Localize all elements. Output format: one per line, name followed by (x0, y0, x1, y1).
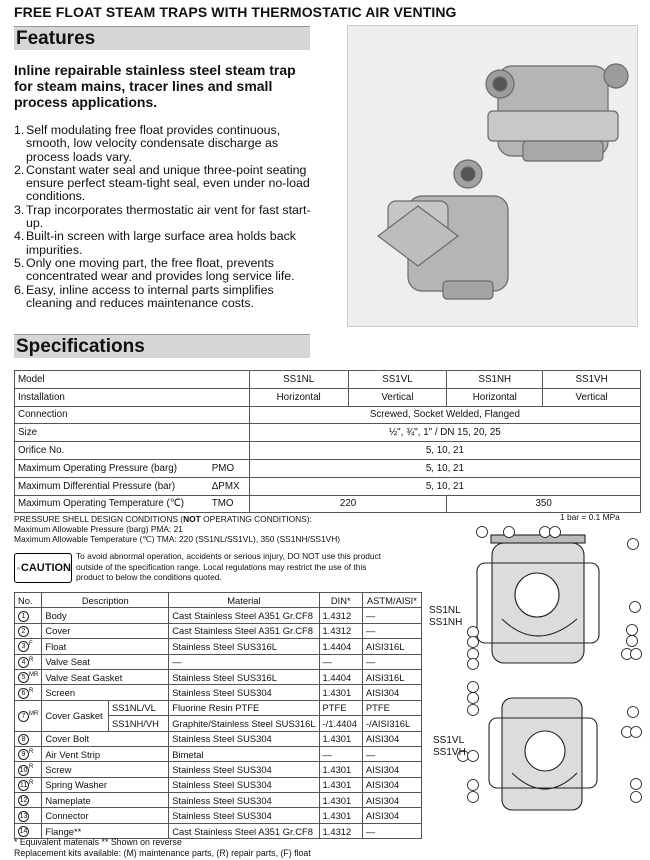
shell-note-title (14, 514, 444, 524)
features-heading-bar (14, 26, 310, 50)
part-material: Stainless Steel SUS304 (169, 731, 319, 746)
part-din: 1.4404 (319, 639, 362, 654)
part-description: Body (42, 608, 169, 623)
part-no-cell (15, 777, 42, 792)
part-number-badge: 13 (19, 812, 28, 820)
part-din: 1.4312 (319, 608, 362, 623)
part-number-badge: 7 (18, 711, 29, 722)
part-no-cell (15, 608, 42, 623)
part-din: — (319, 746, 362, 761)
parts-header-material: Material (169, 593, 319, 608)
table-row (15, 746, 422, 761)
diagram-label-top (429, 605, 462, 629)
spec-cell: SS1VH (543, 371, 641, 389)
feature-text: Only one moving part, the free float, prevents concentrated wear and provides long service life. (26, 255, 295, 284)
diagram-label-ss1vh: SS1VH (433, 747, 466, 758)
part-astm: AISI304 (362, 777, 421, 792)
part-description: Cover Bolt (42, 731, 169, 746)
part-astm: — (362, 746, 421, 761)
part-no-cell (15, 685, 42, 700)
part-no-cell (15, 746, 42, 761)
spec-cell: 5, 10, 21 (249, 442, 640, 460)
part-number-badge: 14 (19, 828, 28, 836)
part-material: Fluorine Resin PTFE (169, 700, 319, 715)
part-material: Stainless Steel SUS304 (169, 685, 319, 700)
spec-row-tmo (15, 495, 641, 513)
part-astm: AISI304 (362, 731, 421, 746)
feature-text: Constant water seal and unique three-point seating ensure perfect steam-tight seal, even under no-load conditions. (26, 162, 310, 204)
part-material: — (169, 654, 319, 669)
part-astm: AISI316L (362, 639, 421, 654)
part-material: Graphite/Stainless Steel SUS316L (169, 716, 319, 731)
part-description: Float (42, 639, 169, 654)
part-astm: — (362, 623, 421, 638)
page-title: FREE FLOAT STEAM TRAPS WITH THERMOSTATIC AIR VENTING (14, 4, 457, 20)
spec-cell: 5, 10, 21 (249, 459, 640, 477)
cross-section-diagrams (427, 523, 645, 823)
part-description: Flange** (42, 823, 169, 838)
feature-text: Self modulating free float provides continuous, smooth, low velocity condensate discharge as process loads vary. (26, 123, 281, 164)
spec-row-dpmx (15, 477, 641, 495)
feature-number: 2. (14, 162, 25, 177)
part-astm: AISI304 (362, 808, 421, 823)
spec-cell: SS1VL (348, 371, 447, 389)
part-astm: AISI304 (362, 685, 421, 700)
part-number-badge: 1 (18, 611, 29, 622)
spec-symbol: PMO (211, 462, 235, 474)
footnote-equivalents: * Equivalent materials ** Shown on reverse (14, 837, 182, 847)
kit-code: R (29, 764, 34, 771)
diagram-label-ss1nl: SS1NL (429, 605, 461, 616)
part-astm: AISI316L (362, 669, 421, 684)
part-din: 1.4312 (319, 823, 362, 838)
kit-code: MR (29, 710, 39, 717)
part-number-badge: 9 (18, 749, 29, 760)
part-no-cell (15, 669, 42, 684)
spec-cell: 5, 10, 21 (249, 477, 640, 495)
spec-cell: SS1NL (249, 371, 348, 389)
part-no-cell (15, 731, 42, 746)
spec-label: Installation (15, 388, 250, 406)
spec-cell: Horizontal (447, 388, 543, 406)
spec-label-text: Maximum Differential Pressure (bar) (18, 480, 176, 492)
part-number-badge: 12 (19, 797, 28, 805)
spec-cell: SS1NH (447, 371, 543, 389)
feature-item (14, 284, 314, 311)
caution-label: CAUTION (20, 562, 71, 574)
shell-note-bold: NOT (183, 514, 201, 524)
part-din: 1.4404 (319, 669, 362, 684)
table-row (15, 639, 422, 654)
kit-code: R (29, 748, 34, 755)
specifications-heading-bar (14, 334, 310, 358)
spec-label: Connection (15, 406, 250, 424)
part-astm: — (362, 608, 421, 623)
part-astm: AISI304 (362, 762, 421, 777)
shell-note-pre: PRESSURE SHELL DESIGN CONDITIONS ( (14, 514, 184, 524)
parts-table (14, 592, 422, 839)
spec-cell: ½", ¾", 1" / DN 15, 20, 25 (249, 424, 640, 442)
parts-header-no: No. (15, 593, 42, 608)
part-astm: — (362, 823, 421, 838)
part-material: Bimetal (169, 746, 319, 761)
feature-text: Trap incorporates thermostatic air vent for fast start-up. (26, 202, 311, 231)
parts-body (15, 608, 422, 839)
spec-label: Size (15, 424, 250, 442)
spec-symbol: ΔPMX (211, 480, 240, 492)
spec-label (15, 459, 250, 477)
specifications-heading: Specifications (16, 336, 145, 357)
spec-cell: 220 (249, 495, 447, 513)
part-material: Stainless Steel SUS316L (169, 639, 319, 654)
part-din: 1.4301 (319, 777, 362, 792)
part-description: Valve Seat (42, 654, 169, 669)
part-number-badge: 2 (18, 626, 29, 637)
part-number-badge: 4 (18, 657, 29, 668)
part-astm: PTFE (362, 700, 421, 715)
part-no-cell (15, 623, 42, 638)
part-no-cell (15, 639, 42, 654)
part-no-cell (15, 762, 42, 777)
part-astm: AISI304 (362, 793, 421, 808)
features-heading: Features (16, 28, 96, 49)
spec-cell: Vertical (348, 388, 447, 406)
part-description: Nameplate (42, 793, 169, 808)
specifications-table (14, 370, 641, 513)
unit-note: 1 bar = 0.1 MPa (560, 512, 620, 522)
features-list (14, 124, 314, 310)
spec-cell: Screwed, Socket Welded, Flanged (249, 406, 640, 424)
feature-number: 3. (14, 202, 25, 217)
feature-item (14, 204, 314, 231)
part-number-badge: 5 (18, 672, 29, 683)
part-material: Stainless Steel SUS304 (169, 808, 319, 823)
spec-cell: Vertical (543, 388, 641, 406)
table-row (15, 777, 422, 792)
part-description: Air Vent Strip (42, 746, 169, 761)
part-din: 1.4301 (319, 808, 362, 823)
feature-item (14, 124, 314, 164)
diagram-label-ss1vl: SS1VL (433, 735, 465, 746)
spec-row-orifice (15, 442, 641, 460)
shell-note-post: OPERATING CONDITIONS): (200, 514, 312, 524)
caution-badge (14, 553, 72, 583)
tma-note: Maximum Allowable Temperature (℃) TMA: 220 (SS1NL/SS1VL), 350 (SS1NH/SS1VH) (14, 534, 341, 544)
spec-row-pmo (15, 459, 641, 477)
pma-note: Maximum Allowable Pressure (barg) PMA: 21 (14, 524, 183, 534)
spec-label-text: Maximum Operating Temperature (℃) (18, 498, 184, 510)
part-din: 1.4301 (319, 793, 362, 808)
part-no-cell (15, 654, 42, 669)
part-din: 1.4301 (319, 731, 362, 746)
part-din: 1.4301 (319, 685, 362, 700)
part-material: Stainless Steel SUS304 (169, 762, 319, 777)
spec-row-size (15, 424, 641, 442)
table-row (15, 731, 422, 746)
kit-code: R (29, 656, 34, 663)
feature-number: 6. (14, 282, 25, 297)
product-photo (347, 25, 638, 327)
kit-code: MR (29, 672, 39, 679)
table-row (15, 623, 422, 638)
warning-icon (17, 559, 20, 577)
kit-code: F (29, 641, 33, 648)
table-row (15, 793, 422, 808)
part-din: 1.4301 (319, 762, 362, 777)
part-material: Cast Stainless Steel A351 Gr.CF8 (169, 608, 319, 623)
spec-label: Model (15, 371, 250, 389)
spec-label (15, 477, 250, 495)
table-row (15, 608, 422, 623)
part-number-badge: 10 (19, 766, 28, 774)
feature-number: 1. (14, 123, 25, 137)
table-row (15, 669, 422, 684)
parts-header-description: Description (42, 593, 169, 608)
caution-text: To avoid abnormal operation, accidents or serious injury, DO NOT use this product outside of the specification range. Local regulations may restrict the use of this product to below the conditions quoted. (76, 551, 382, 582)
part-description: Cover Gasket (42, 700, 109, 731)
part-material: Cast Stainless Steel A351 Gr.CF8 (169, 823, 319, 838)
spec-row-model (15, 371, 641, 389)
feature-number: 4. (14, 229, 25, 244)
spec-cell: 350 (447, 495, 641, 513)
table-row (15, 808, 422, 823)
part-no-cell (15, 793, 42, 808)
spec-row-installation (15, 388, 641, 406)
part-astm: -/AISI316L (362, 716, 421, 731)
footnote-kits: Replacement kits available: (M) maintenance parts, (R) repair parts, (F) float (14, 848, 311, 858)
feature-number: 5. (14, 255, 25, 270)
spec-symbol: TMO (211, 498, 234, 510)
feature-item (14, 230, 314, 257)
spec-label: Orifice No. (15, 442, 250, 460)
part-material: Stainless Steel SUS304 (169, 777, 319, 792)
table-row (15, 700, 422, 715)
spec-label-text: Maximum Operating Pressure (barg) (18, 462, 177, 474)
features-intro: Inline repairable stainless steel steam trap for steam mains, tracer lines and small process applications. (14, 62, 296, 110)
feature-text: Easy, inline access to internal parts simplifies cleaning and reduces maintenance costs. (26, 282, 274, 310)
part-description: Cover (42, 623, 169, 638)
spec-row-connection (15, 406, 641, 424)
part-number-badge: 8 (18, 734, 29, 745)
spec-cell: Horizontal (249, 388, 348, 406)
part-astm: — (362, 654, 421, 669)
parts-header-astm: ASTM/AISI* (362, 593, 421, 608)
part-description: Connector (42, 808, 169, 823)
part-no-cell (15, 808, 42, 823)
parts-header-row (15, 593, 422, 608)
table-row (15, 654, 422, 669)
diagram-label-bottom (433, 735, 466, 759)
parts-header-din: DIN* (319, 593, 362, 608)
part-number-badge: 3 (18, 641, 29, 652)
part-model: SS1NL/VL (109, 700, 169, 715)
part-description: Valve Seat Gasket (42, 669, 169, 684)
part-din: PTFE (319, 700, 362, 715)
part-no-cell (15, 700, 42, 731)
feature-text: Built-in screen with large surface area holds back impurities. (26, 229, 296, 257)
spec-label (15, 495, 250, 513)
part-din: 1.4312 (319, 623, 362, 638)
part-number-badge: 6 (18, 688, 29, 699)
part-material: Stainless Steel SUS316L (169, 669, 319, 684)
part-description: Screw (42, 762, 169, 777)
part-din: — (319, 654, 362, 669)
feature-item (14, 164, 314, 204)
kit-code: R (29, 687, 34, 694)
part-din: -/1.4404 (319, 716, 362, 731)
table-row (15, 685, 422, 700)
feature-item (14, 257, 314, 284)
part-description: Screen (42, 685, 169, 700)
part-description: Spring Washer (42, 777, 169, 792)
part-model: SS1NH/VH (109, 716, 169, 731)
part-material: Stainless Steel SUS304 (169, 793, 319, 808)
table-row (15, 762, 422, 777)
kit-code: R (29, 779, 34, 786)
shell-design-note (14, 514, 444, 544)
diagram-label-ss1nh: SS1NH (429, 617, 463, 628)
part-material: Cast Stainless Steel A351 Gr.CF8 (169, 623, 319, 638)
part-number-badge: 11 (19, 781, 28, 789)
